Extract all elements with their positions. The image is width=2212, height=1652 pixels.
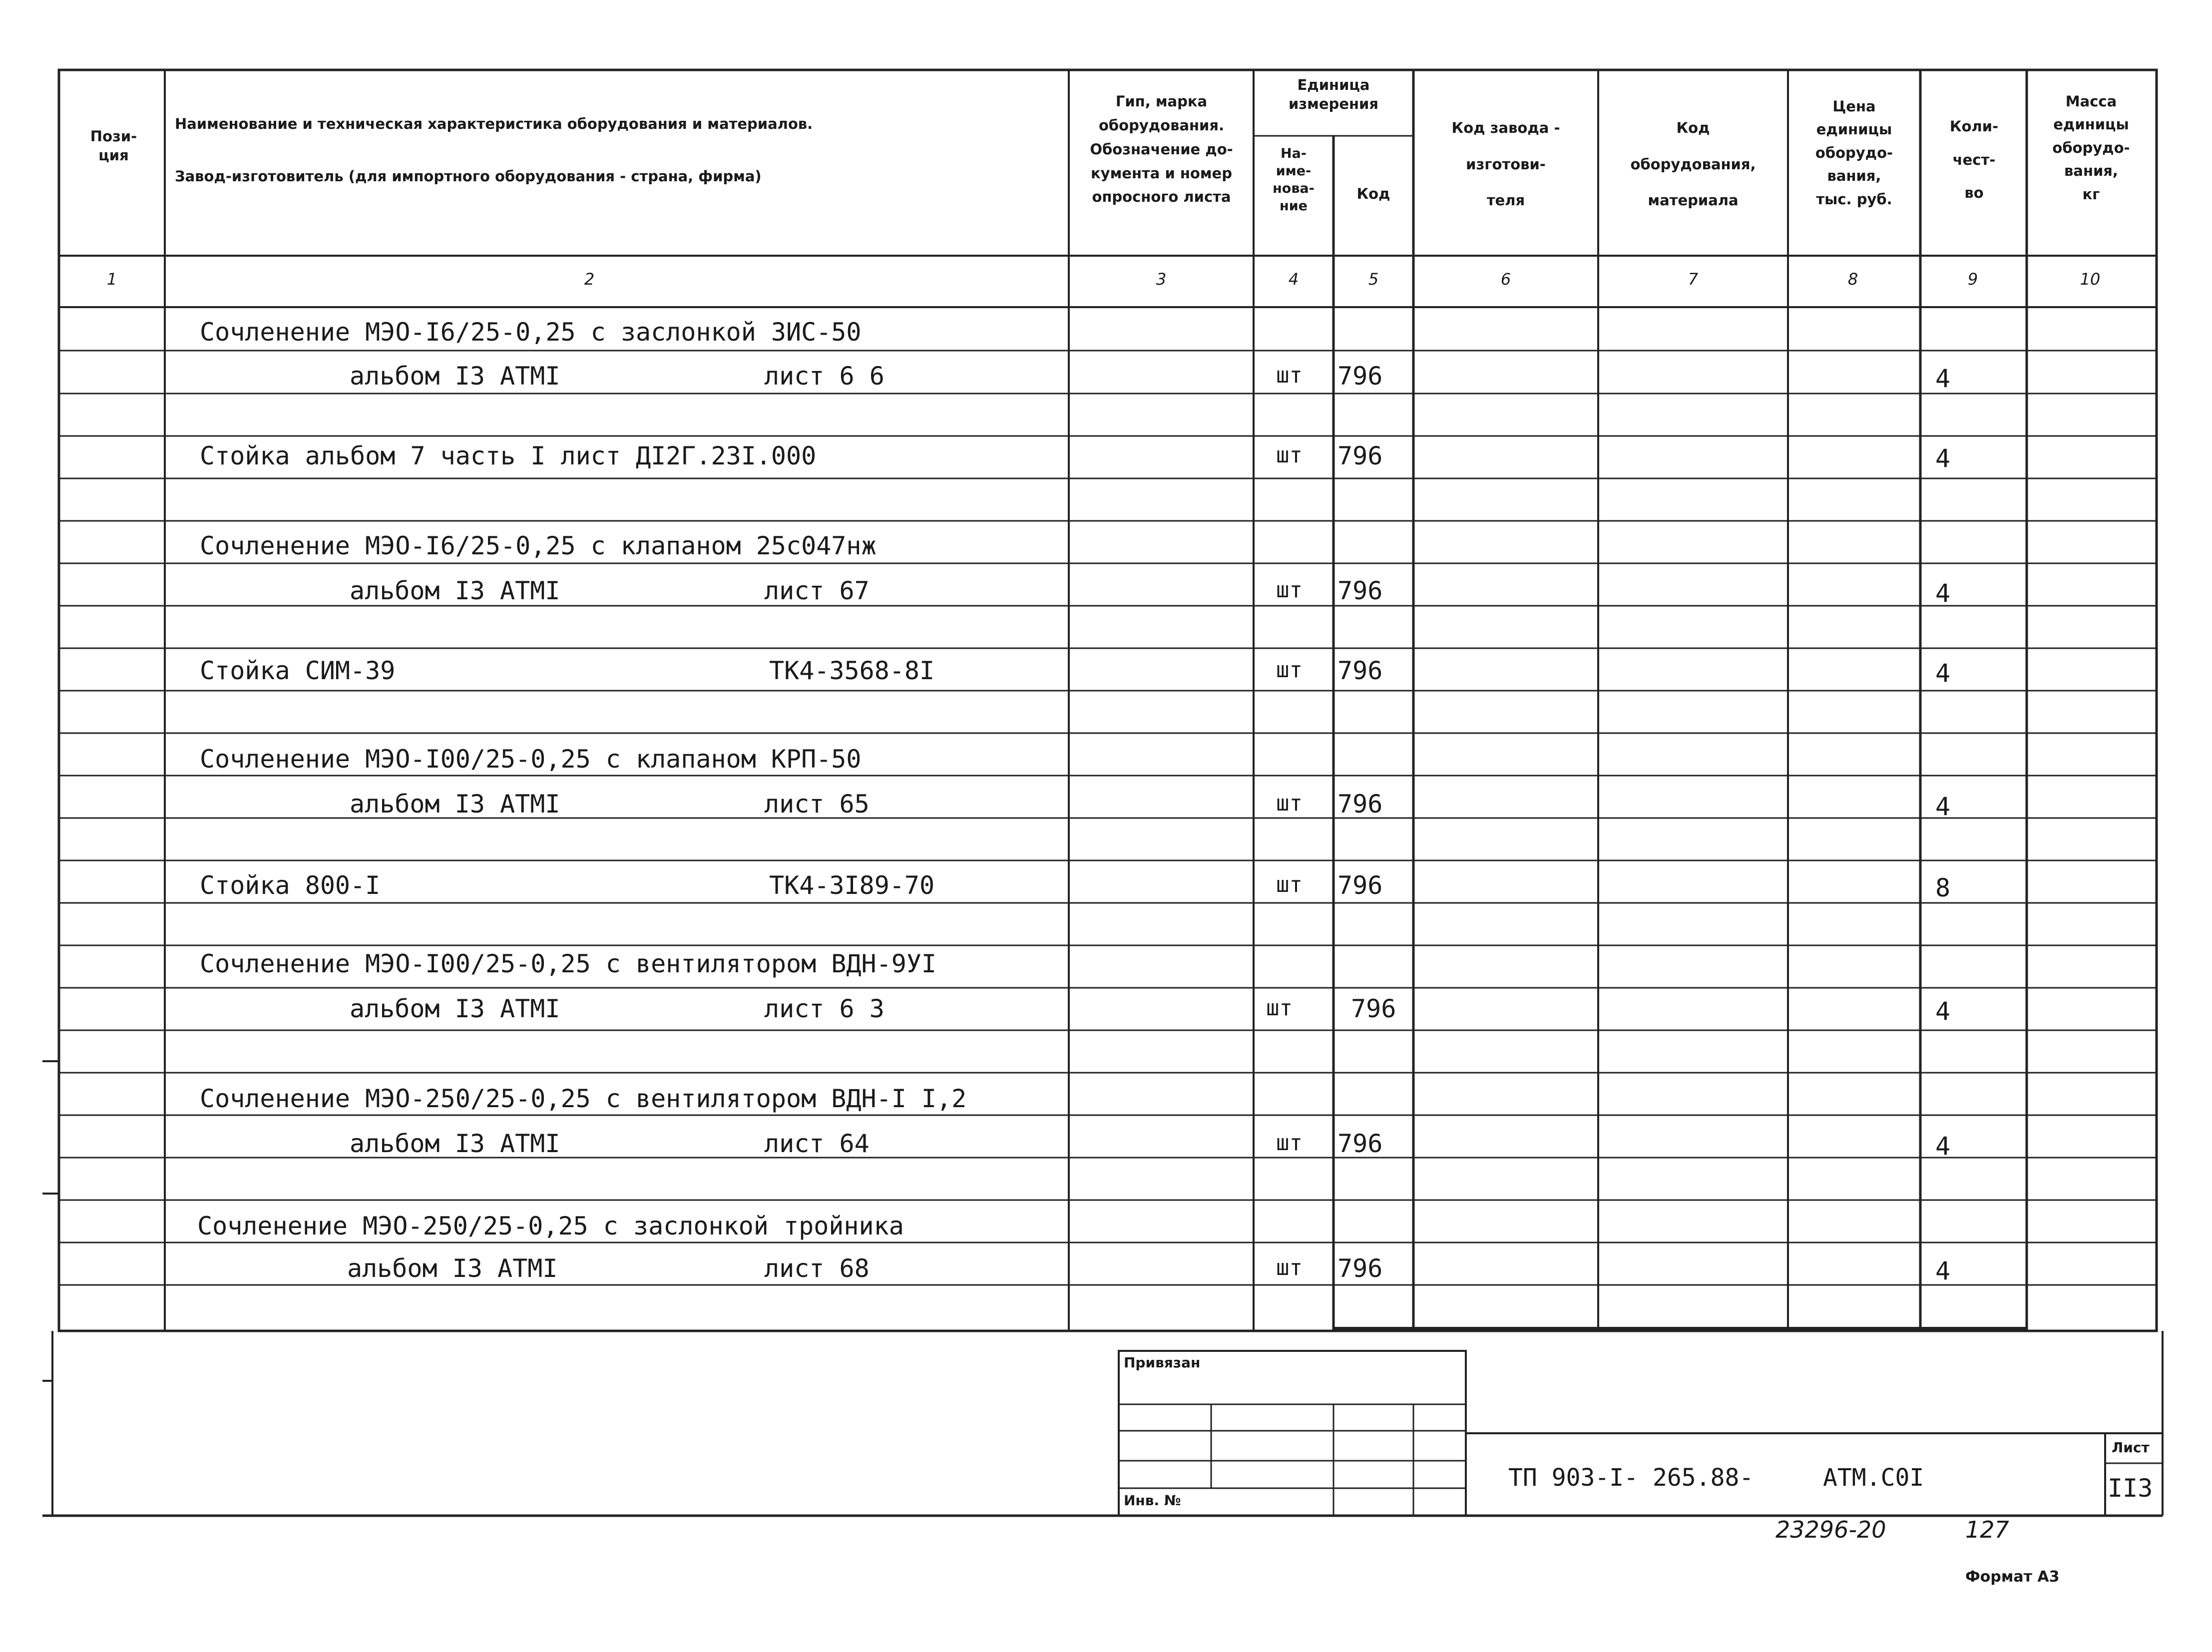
item-unit-code: 796: [1337, 362, 1383, 391]
header-name-line2: Завод-изготовитель (для импортного оборудования - страна, фирма): [175, 168, 762, 185]
sheet-label: Лист: [2112, 1439, 2150, 1456]
item-quantity: 4: [1935, 1256, 1951, 1285]
item-album: альбом I3 АТМI: [350, 994, 560, 1023]
stamp-bound-label: Привязан: [1124, 1354, 1201, 1371]
col-number-4: 4: [1288, 270, 1299, 289]
item-sheet: ТК4-3I89-70: [769, 871, 935, 900]
header-quantity: Коли- чест- во: [1949, 118, 1999, 202]
header-type-doc: Гип, марка оборудования. Обозначение до- кумента и номер опросного листа: [1090, 93, 1233, 206]
col-number-3: 3: [1156, 270, 1167, 289]
document-number: ТП 903-I- 265.88-: [1508, 1464, 1754, 1492]
col-number-9: 9: [1967, 270, 1978, 289]
item-sheet: лист 68: [764, 1254, 870, 1283]
item-unit: шт: [1266, 995, 1293, 1021]
item-unit: шт: [1276, 363, 1303, 388]
item-quantity: 4: [1935, 444, 1951, 473]
header-equipment-code: Код оборудования, материала: [1630, 119, 1756, 209]
header-unit-mass: Масса единицы оборудо- вания, кг: [2052, 93, 2130, 203]
item-unit-code: 796: [1337, 790, 1383, 819]
item-unit-code: 796: [1351, 994, 1396, 1023]
col-number-2: 2: [584, 270, 595, 289]
item-unit-code: 796: [1337, 576, 1383, 605]
item-unit-code: 796: [1337, 1254, 1383, 1283]
item-album: альбом I3 АТМI: [350, 362, 560, 391]
item-album: альбом I3 АТМI: [347, 1254, 558, 1283]
item-sheet: лист 6 3: [764, 994, 885, 1023]
item-unit: шт: [1276, 577, 1303, 603]
item-name: Сочленение МЭО-250/25-0,25 с заслонкой тройника: [197, 1212, 904, 1240]
col-number-8: 8: [1847, 270, 1858, 289]
item-unit-code: 796: [1337, 1129, 1383, 1158]
item-unit-code: 796: [1337, 441, 1383, 470]
item-album: альбом I3 АТМI: [350, 790, 560, 819]
item-album: альбом I3 АТМI: [350, 1129, 560, 1158]
item-quantity: 4: [1935, 364, 1951, 393]
header-plant-code: Код завода - изготови- теля: [1451, 119, 1560, 209]
header-unit-code: Код: [1356, 185, 1390, 202]
col-number-6: 6: [1500, 270, 1511, 289]
item-unit: шт: [1276, 442, 1303, 468]
col-number-5: 5: [1368, 270, 1379, 289]
item-name: Стойка 800-I: [200, 871, 381, 900]
item-unit: шт: [1276, 872, 1303, 897]
col-number-10: 10: [2080, 270, 2101, 289]
item-quantity: 4: [1935, 659, 1951, 688]
item-quantity: 4: [1935, 997, 1951, 1026]
format-label: Формат А3: [1965, 1568, 2060, 1586]
item-name: Сочленение МЭО-I00/25-0,25 с вентилятором ВДН-9УI: [200, 949, 937, 978]
item-quantity: 4: [1935, 1132, 1951, 1161]
item-quantity: 8: [1935, 873, 1951, 902]
item-name: Стойка альбом 7 часть I лист ДI2Г.23I.000: [200, 441, 817, 470]
page-number: 127: [1965, 1516, 2009, 1543]
sheet-number: II3: [2108, 1474, 2153, 1503]
item-sheet: лист 67: [764, 576, 870, 605]
item-name: Стойка СИМ-39: [200, 656, 396, 685]
archive-number: 23296-20: [1775, 1516, 1886, 1543]
item-unit-code: 796: [1337, 656, 1383, 685]
item-sheet: лист 65: [764, 790, 870, 819]
item-name: Сочленение МЭО-250/25-0,25 с вентилятором ВДН-I I,2: [200, 1084, 967, 1113]
item-sheet: лист 64: [764, 1129, 870, 1158]
col-number-1: 1: [106, 270, 117, 289]
header-position: Пози- ция: [90, 128, 137, 164]
item-quantity: 4: [1935, 792, 1951, 821]
item-unit: шт: [1276, 1255, 1303, 1280]
col-number-7: 7: [1688, 270, 1699, 289]
item-unit-code: 796: [1337, 871, 1383, 900]
stamp-inventory-label: Инв. №: [1124, 1492, 1181, 1509]
header-unit-price: Цена единицы оборудо- вания, тыс. руб.: [1815, 98, 1893, 208]
item-sheet: ТК4-3568-8I: [769, 656, 935, 685]
item-unit: шт: [1276, 791, 1303, 816]
item-name: Сочленение МЭО-I00/25-0,25 с клапаном КРП-50: [200, 745, 862, 774]
header-unit-name: На- име- нова- ние: [1273, 146, 1315, 214]
header-name-line1: Наименование и техническая характеристика оборудования и материалов.: [175, 115, 813, 132]
item-name: Сочленение МЭО-I6/25-0,25 с заслонкой ЗИС-50: [200, 318, 862, 347]
document-code: АТМ.С0I: [1823, 1464, 1924, 1492]
item-name: Сочленение МЭО-I6/25-0,25 с клапаном 25с047нж: [200, 531, 877, 560]
item-unit: шт: [1276, 657, 1303, 683]
header-unit-group: Единица измерения: [1289, 76, 1378, 112]
item-quantity: 4: [1935, 579, 1951, 608]
item-sheet: лист 6 6: [764, 362, 885, 391]
item-unit: шт: [1276, 1130, 1303, 1156]
item-album: альбом I3 АТМI: [350, 576, 560, 605]
